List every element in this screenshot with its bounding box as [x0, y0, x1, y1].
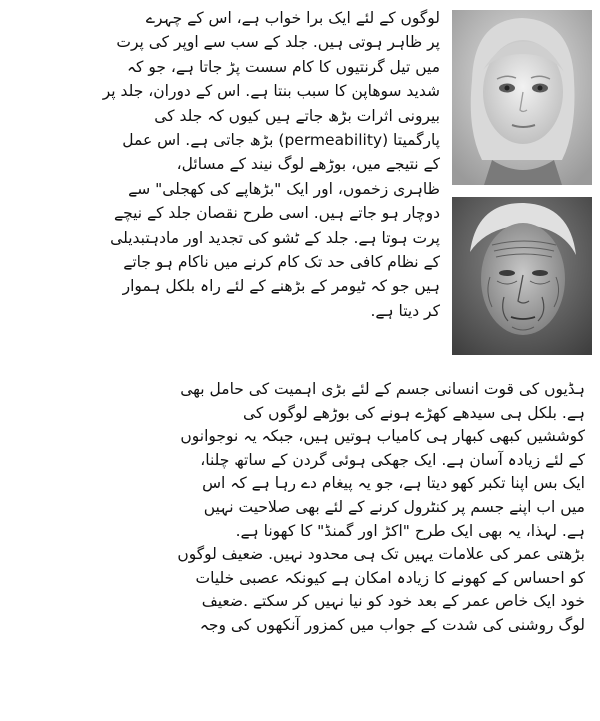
text-line: پارگمیتا (permeability) بڑھ جاتی ہے. اس عمل — [122, 131, 440, 150]
text-line: شدید سوھاپن کا سبب بنتا ہے. اس کے دوران، جلد پر — [102, 82, 440, 101]
elderly-face-illustration — [452, 197, 592, 355]
text-line: کے نظام کافی حد تک کام کرنے میں ناکام ہو جاتے — [123, 253, 440, 272]
text-line: دوچار ہو جاتے ہیں. اسی طرح نقصان جلد کے نیچے — [114, 204, 440, 223]
text-line: ہڈیوں کی قوت انسانی جسم کے لئے بڑی اہمیت کی حامل بھی — [180, 380, 585, 398]
text-line: ہے. بلکل ہی سیدھے کھڑے ہونے کی بوڑھے لوگوں کی — [242, 403, 585, 422]
text-line: کو احساس کے کھونے کا زیادہ امکان ہے کیونکہ عصبی خلیات — [195, 568, 585, 587]
text-line: ہے. لہذا، یہ بھی ایک طرح "اکڑ اور گمنڈ" کا کھونا ہے. — [235, 521, 585, 540]
text-line: کے لئے زیادہ آسان ہے. ایک جھکی ہوئی گردن کے ساتھ چلنا، — [200, 450, 585, 469]
text-line: میں اب اپنے جسم پر کنٹرول کرنے کے لئے بھی صلاحیت نہیں — [203, 497, 585, 516]
text-line: لوگ روشنی کی شدت کے جواب میں کمزور آنکھوں کی وجہ — [199, 615, 585, 634]
child-face-illustration — [452, 10, 592, 185]
elderly-face-photo — [452, 197, 592, 355]
text-line: ایک بس اپنا تکبر کھو دیتا ہے، جو یہ پیغام دے رہا ہے کہ اس — [202, 474, 585, 493]
text-line: بڑھتی عمر کی علامات یہیں تک ہی محدود نہیں. ضعیف لوگوں — [177, 545, 585, 564]
text-line: کے نتیجے میں، بوڑھے لوگ نیند کے مسائل، — [176, 155, 440, 174]
text-line: ہیں جو کہ ٹیومر کے بڑھنے کے لئے راہ بلکل ہموار — [122, 277, 440, 296]
text-line: میں تیل گرنتیوں کا کام سست پڑ جاتا ہے، جو کہ — [126, 57, 440, 76]
text-line: بیرونی اثرات بڑھ جاتے ہیں کیوں کہ جلد کی — [154, 106, 440, 125]
paragraph-skin-aging — [10, 6, 440, 323]
text-line: خود ایک خاص عمر کے بعد خود کو نیا نہیں کر سکتے .ضعیف — [201, 592, 585, 611]
paragraph-bones-and-senses — [10, 378, 585, 638]
text-line: پرت ہوتا ہے. جلد کے ٹشو کی تجدید اور مادہتبدیلی — [110, 228, 440, 247]
text-line: ظاہری زخموں، اور ایک "بڑھاپے کی کھجلی" سے — [128, 179, 440, 198]
child-face-photo — [452, 10, 592, 185]
text-line: پر ظاہر ہوتی ہیں. جلد کے سب سے اوپر کی پرت — [116, 33, 440, 52]
text-line: کر دیتا ہے. — [370, 301, 440, 320]
text-line: لوگوں کے لئے ایک برا خواب ہے، اس کے چہرے — [145, 9, 440, 27]
text-line: کوششیں کبھی کبھار ہی کامیاب ہوتیں ہیں، جبکہ یہ نوجوانوں — [180, 427, 585, 446]
